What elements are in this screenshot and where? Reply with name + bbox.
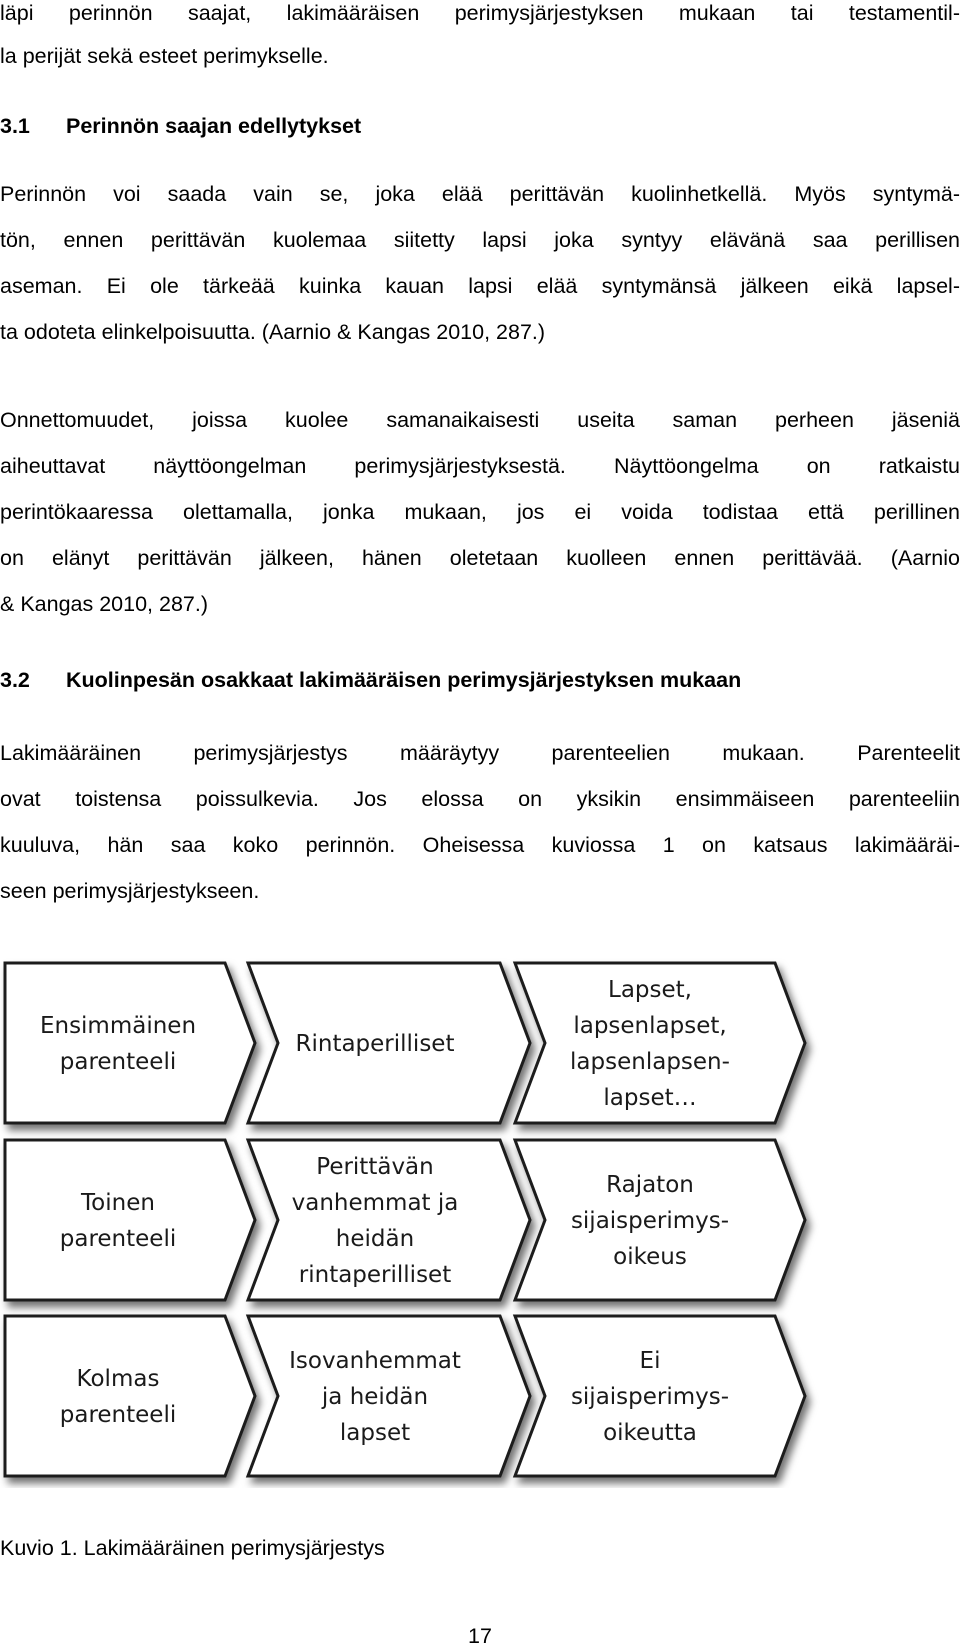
chevron-label-line: vanhemmat ja <box>291 1190 459 1216</box>
section-heading-3-2 <box>0 667 960 693</box>
chevron-label-line: Toinen <box>81 1190 155 1216</box>
chevron-label-line: Ei <box>639 1348 661 1374</box>
chevron-label-line: sijaisperimys- <box>570 1208 730 1234</box>
page-number: 17 <box>468 1624 492 1648</box>
chevron-label-line: Kolmas <box>76 1366 160 1392</box>
section-title: Perinnön saajan edellytykset <box>66 114 362 138</box>
paragraph-line: Onnettomuudet, joissa kuolee samanaikaisesti useita saman perheen jäseniä <box>0 408 960 432</box>
chevron-label-line: heidän <box>335 1226 415 1252</box>
chevron-label-line: Rintaperilliset <box>295 1031 455 1057</box>
section-heading-3-1 <box>0 113 960 139</box>
chevron-shape <box>5 1316 255 1476</box>
diagram-chevron-parentela-2 <box>5 1140 255 1300</box>
paragraph-line: aseman. Ei ole tärkeää kuinka kauan lapsi elää syntymänsä jälkeen eikä lapsel- <box>0 274 960 298</box>
chevron-label-line: Lapset, <box>608 977 692 1003</box>
diagram-chevron-representation-3 <box>515 1316 805 1476</box>
diagram-chevron-heirs-2 <box>248 1140 530 1300</box>
inheritance-order-diagram <box>0 948 960 1488</box>
section-number: 3.2 <box>0 668 30 692</box>
chevron-label-line: lapsenlapset, <box>573 1013 727 1039</box>
paragraph-line: seen perimysjärjestykseen. <box>0 879 260 903</box>
diagram-chevron-representation-1 <box>515 963 805 1123</box>
intro-line-1: läpi perinnön saajat, lakimääräisen perimysjärjestyksen mukaan tai testamentil- <box>0 1 960 25</box>
paragraph-line: ta odoteta elinkelpoisuutta. (Aarnio & Kangas 2010, 287.) <box>0 320 546 344</box>
chevron-label-line: parenteeli <box>59 1226 177 1252</box>
chevron-label-line: lapset <box>339 1420 411 1446</box>
paragraph-line: kuuluva, hän saa koko perinnön. Oheisessa kuviossa 1 on katsaus lakimääräi- <box>0 833 960 857</box>
chevron-label-line: Isovanhemmat <box>289 1348 461 1374</box>
chevron-label-line: lapset… <box>603 1085 697 1111</box>
chevron-label-line: sijaisperimys- <box>570 1384 730 1410</box>
section-number: 3.1 <box>0 114 30 138</box>
diagram-chevron-heirs-1 <box>248 963 530 1123</box>
diagram-chevron-parentela-3 <box>5 1316 255 1476</box>
chevron-label-line: oikeus <box>613 1244 687 1270</box>
paragraph-line: aiheuttavat näyttöongelman perimysjärjestyksestä. Näyttöongelma on ratkaistu <box>0 454 960 478</box>
diagram-chevron-heirs-3 <box>248 1316 530 1476</box>
chevron-label-line: lapsenlapsen- <box>570 1049 730 1075</box>
figure-caption: Kuvio 1. Lakimääräinen perimysjärjestys <box>0 1536 385 1560</box>
chevron-label-line: parenteeli <box>59 1049 177 1075</box>
paragraph-line: perintökaaressa olettamalla, jonka mukaan, jos ei voida todistaa että perillinen <box>0 500 960 524</box>
chevron-label-line: parenteeli <box>59 1402 177 1428</box>
chevron-label-line: Ensimmäinen <box>39 1013 197 1039</box>
chevron-shape <box>5 963 255 1123</box>
chevron-label-line: Perittävän <box>316 1154 434 1180</box>
diagram-chevron-parentela-1 <box>5 963 255 1123</box>
paragraph-line: ovat toistensa poissulkevia. Jos elossa on yksikin ensimmäiseen parenteeliin <box>0 787 960 811</box>
paragraph-line: Lakimääräinen perimysjärjestys määräytyy parenteelien mukaan. Parenteelit <box>0 741 960 765</box>
paragraph-line: Perinnön voi saada vain se, joka elää perittävän kuolinhetkellä. Myös syntymä- <box>0 182 960 206</box>
intro-line-2: la perijät sekä esteet perimykselle. <box>0 44 329 68</box>
chevron-label-line: Rajaton <box>606 1172 694 1198</box>
chevron-label-line: ja heidän <box>321 1384 429 1410</box>
chevron-label-line: rintaperilliset <box>298 1262 452 1288</box>
paragraph-line: & Kangas 2010, 287.) <box>0 592 208 616</box>
section-title: Kuolinpesän osakkaat lakimääräisen perimysjärjestyksen mukaan <box>66 668 742 692</box>
chevron-label-line: oikeutta <box>603 1420 697 1446</box>
paragraph-line: tön, ennen perittävän kuolemaa siitetty lapsi joka syntyy elävänä saa perillisen <box>0 228 960 252</box>
paragraph-line: on elänyt perittävän jälkeen, hänen oletetaan kuolleen ennen perittävää. (Aarnio <box>0 546 960 570</box>
diagram-chevron-representation-2 <box>515 1140 805 1300</box>
chevron-shape <box>5 1140 255 1300</box>
